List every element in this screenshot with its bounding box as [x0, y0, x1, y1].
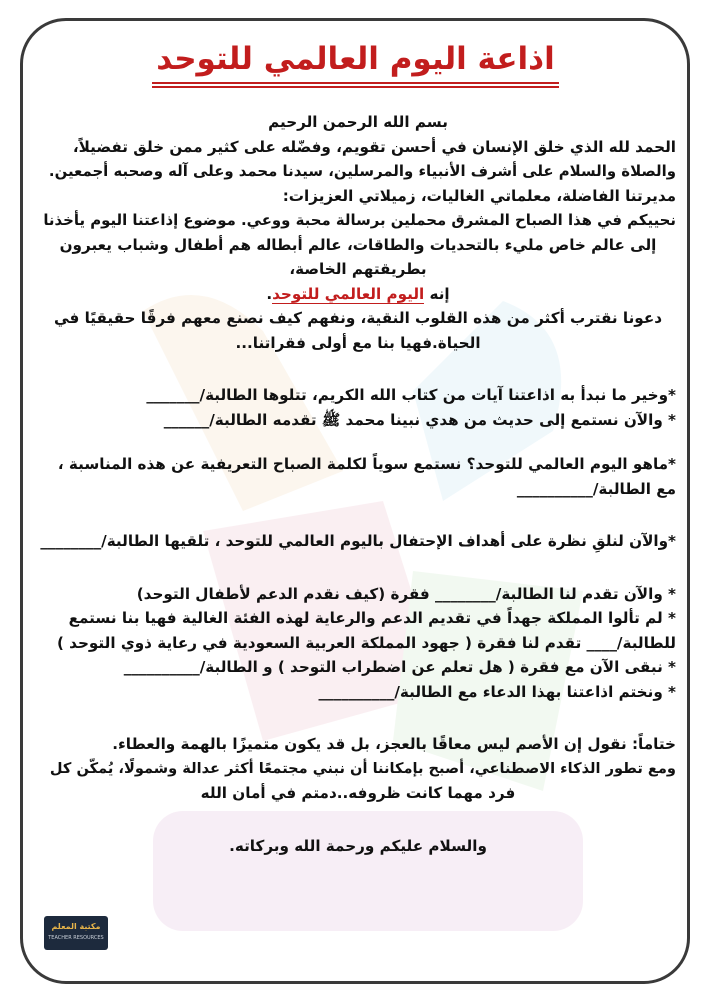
- intro-line: بطريقتهم الخاصة،: [289, 260, 427, 278]
- program-item: للطالبة/____ تقدم لنا فقرة ( جهود المملكة العربية السعودية في رعاية ذوي التوحد ): [56, 633, 676, 652]
- title-wrap: [0, 36, 711, 84]
- topic-suffix: .: [266, 284, 273, 303]
- intro-line: نحييكم في هذا الصباح المشرق محملين برسالة محبة ووعي. موضوع إذاعتنا اليوم يأخذنا: [43, 211, 676, 229]
- program-item: * ونختم اذاعتنا بهذا الدعاء مع الطالبة/__________: [318, 682, 676, 701]
- intro-line: إلى عالم خاص مليء بالتحديات والطاقات، عالم أبطاله هم أطفال وشباب يعبرون: [59, 235, 657, 254]
- intro-line: والصلاة والسلام على أشرف الأنبياء والمرسلين، سيدنا محمد وعلى آله وصحبه أجمعين.: [48, 162, 676, 180]
- intro-line: مديرتنا الفاضلة، معلماتي الغاليات، زميلاتي العزيزات:: [282, 186, 676, 205]
- closing-salam: والسلام عليكم ورحمة الله وبركاته.: [229, 836, 487, 855]
- closing-line: ختاماً: نقول إن الأصم ليس معاقًا بالعجز، بل قد يكون متميزًا بالهمة والعطاء.: [112, 735, 676, 753]
- logo-line2: TEACHER RESOURCES: [48, 935, 104, 941]
- topic-prefix: إنه: [424, 284, 450, 303]
- program-goals: *والآن لنلقِ نظرة على أهداف الإحتفال باليوم العالمي للتوحد ، تلقيها الطالبة/________: [40, 532, 676, 550]
- closing-line: ومع تطور الذكاء الاصطناعي، أصبح بإمكاننا أن نبني مجتمعًا أكثر عدالة وشمولًا، يُمكّن كل: [49, 759, 676, 777]
- closing-line: فرد مهما كانت ظروفه..دمتم في أمان الله: [200, 784, 516, 802]
- program-item: * لم تألوا المملكة جهداً في تقديم الدعم والرعاية لهذه الفئة الغالية فهيا بنا نستمع: [68, 609, 676, 627]
- topic-line: [40, 282, 676, 307]
- content: [40, 110, 676, 858]
- program-item: * والآن تقدم لنا الطالبة/________ فقرة (كيف نقدم الدعم لأطفال التوحد): [136, 584, 676, 603]
- program-word: *ماهو اليوم العالمي للتوحد؟ نستمع سوياً لكلمة الصباح التعريفية عن هذه المناسبة ،: [57, 455, 676, 473]
- intro-line: الحمد لله الذي خلق الإنسان في أحسن تقويم، وفضّله على كثير ممن خلق تفضيلاً،: [72, 137, 676, 156]
- page-title: اذاعة اليوم العالمي للتوحد: [152, 36, 558, 84]
- basmala: بسم الله الرحمن الرحيم: [268, 113, 448, 131]
- program-hadith: * والآن نستمع إلى حديث من هدي نبينا محمد ﷺ تقدمه الطالبة/______: [163, 410, 676, 429]
- publisher-logo: [44, 916, 108, 950]
- program-item: * نبقى الآن مع فقرة ( هل تعلم عن اضطراب التوحد ) و الطالبة/__________: [123, 658, 676, 676]
- program-quran: *وخير ما نبدأ به اذاعتنا آيات من كتاب الله الكريم، تتلوها الطالبة/_______: [146, 386, 676, 404]
- intro-line: دعونا نقترب أكثر من هذه القلوب النقية، ونفهم كيف نصنع معهم فرقًا حقيقيًا في: [54, 309, 662, 327]
- logo-line1: مكتبة المعلم: [51, 922, 101, 931]
- program-word: مع الطالبة/__________: [516, 479, 676, 498]
- topic-highlight: اليوم العالمي للتوحد: [272, 284, 425, 303]
- intro-line: الحياة.فهيا بنا مع أولى فقراتنا...: [235, 333, 481, 352]
